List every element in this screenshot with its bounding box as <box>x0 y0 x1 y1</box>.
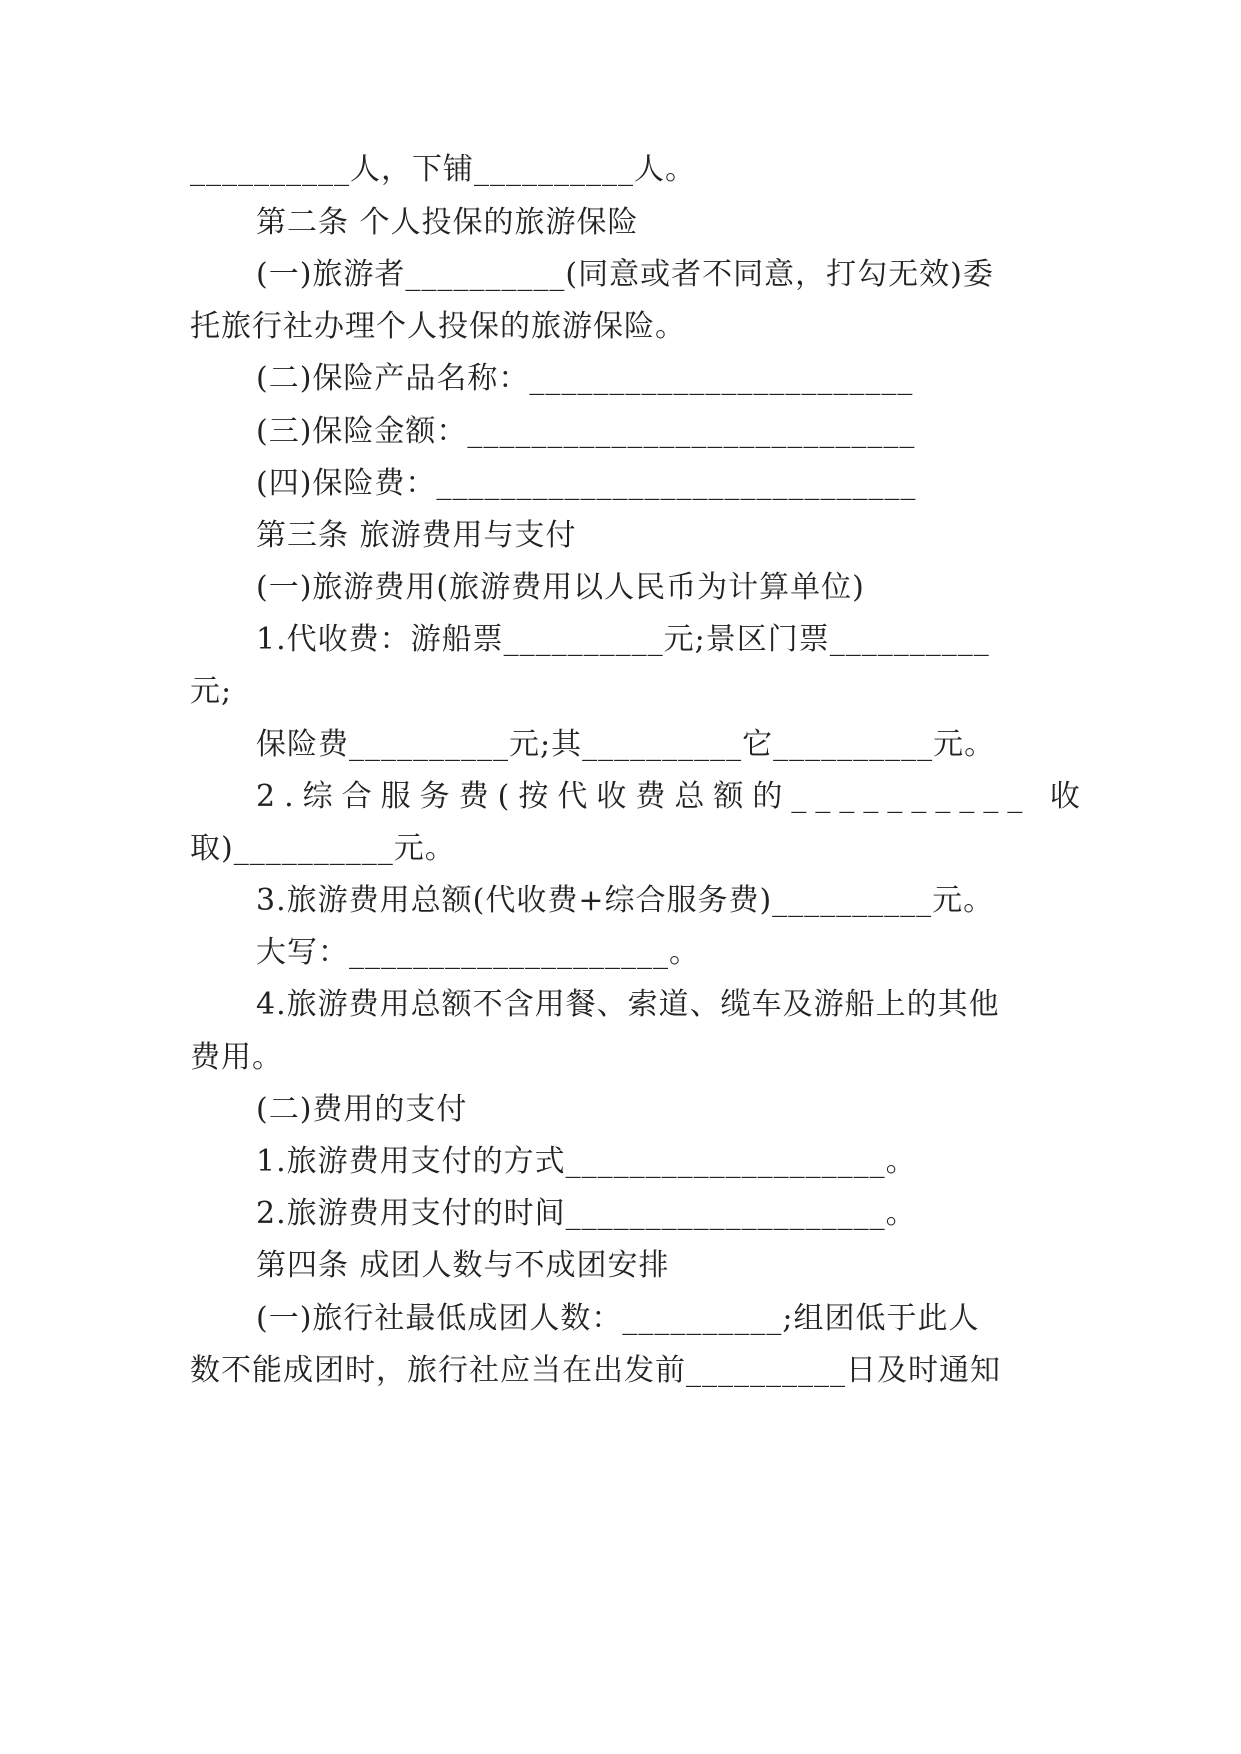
text-line-11: 元; <box>190 674 233 709</box>
insurance-amount-line: (三)保险金额：____________________________ <box>256 414 916 449</box>
text-line-21: 2.旅游费用支付的时间____________________。 <box>256 1196 917 1231</box>
text-line-13: 2.综合服务费(按代收费总额的__________ 收 <box>256 779 1089 814</box>
article-3-heading: 第三条 旅游费用与支付 <box>256 518 577 553</box>
text-line-23: (一)旅行社最低成团人数：__________;组团低于此人 <box>256 1301 980 1336</box>
text-line-19: (二)费用的支付 <box>256 1092 468 1127</box>
insurance-fee-line: (四)保险费：______________________________ <box>256 466 917 501</box>
text-line-4: 托旅行社办理个人投保的旅游保险。 <box>190 309 686 344</box>
text-line-9: (一)旅游费用(旅游费用以人民币为计算单位) <box>256 570 865 605</box>
text-line-3: (一)旅游者__________(同意或者不同意，打勾无效)委 <box>256 257 994 292</box>
article-4-heading: 第四条 成团人数与不成团安排 <box>256 1248 670 1283</box>
text-line-10: 1.代收费：游船票__________元;景区门票__________ <box>256 622 990 657</box>
text-line-12: 保险费__________元;其__________它__________元。 <box>256 727 996 762</box>
text-line-24: 数不能成团时，旅行社应当在出发前__________日及时通知 <box>190 1353 1001 1388</box>
text-line-20: 1.旅游费用支付的方式____________________。 <box>256 1144 917 1179</box>
text-line-16: 大写：____________________。 <box>256 935 700 970</box>
text-line-1: __________人，下铺__________人。 <box>190 152 696 187</box>
article-2-heading: 第二条 个人投保的旅游保险 <box>256 205 639 240</box>
text-line-15: 3.旅游费用总额(代收费+综合服务费)__________元。 <box>256 883 995 918</box>
insurance-product-name-line: (二)保险产品名称：________________________ <box>256 361 914 396</box>
text-line-14: 取)__________元。 <box>190 831 456 866</box>
text-line-17: 4.旅游费用总额不含用餐、索道、缆车及游船上的其他 <box>256 987 1000 1022</box>
text-line-18: 费用。 <box>190 1040 283 1075</box>
